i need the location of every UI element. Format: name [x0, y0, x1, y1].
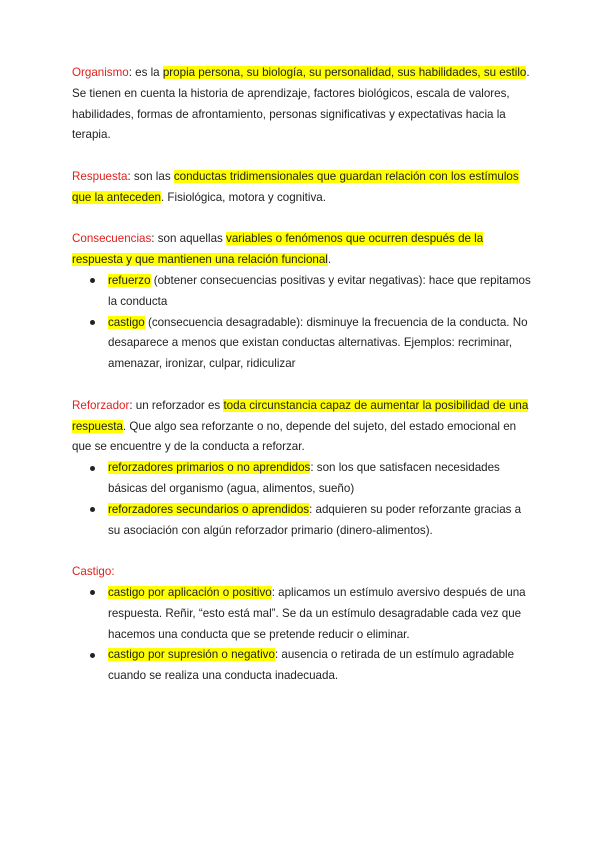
reforzador-highlight: toda circunstancia capaz de aumentar la posibilidad de una respuesta: [72, 398, 529, 433]
list-item: [72, 313, 532, 375]
list-item-text: (obtener consecuencias positivas y evitar negativas): hace que repitamos la conducta: [108, 273, 531, 308]
list-item-highlight: castigo: [108, 315, 145, 329]
list-item: [72, 645, 532, 687]
list-item: [72, 500, 532, 542]
organismo-text: . Se tienen en cuenta la historia de aprendizaje, factores biológicos, escala de valores, habilidades, formas de afrontamiento, personas significativas y expectativas hacia la terapia.: [72, 66, 530, 142]
castigo-list: [72, 583, 532, 687]
list-item-highlight: refuerzo: [108, 273, 151, 287]
reforzador-colon: : un reforzador es: [129, 398, 224, 412]
paragraph-castigo: [72, 562, 532, 583]
list-item-text: : ausencia o retirada de un estímulo agradable cuando se realiza una conducta inadecuada.: [108, 648, 515, 683]
organismo-highlight: propia persona, su biología, su personalidad, sus habilidades, su estilo: [162, 66, 527, 79]
paragraph-organismo: [72, 63, 532, 146]
bullet-dot-icon: [90, 278, 95, 283]
consecuencias-colon: : son aquellas: [151, 232, 227, 246]
castigo-colon: :: [111, 565, 115, 579]
list-item-text: : son los que satisfacen necesidades básicas del organismo (agua, alimentos, sueño): [108, 461, 500, 495]
term-respuesta: Respuesta: [72, 169, 128, 183]
term-consecuencias: Consecuencias: [72, 232, 152, 246]
respuesta-highlight: conductas tridimensionales que guardan relación con los estímulos que la anteceden: [72, 169, 519, 204]
list-item: [72, 271, 532, 313]
list-item-highlight: reforzadores secundarios o aprendidos: [108, 502, 310, 516]
organismo-colon: : es la: [128, 66, 163, 79]
list-item: [72, 583, 532, 645]
bullet-dot-icon: [90, 653, 95, 658]
term-reforzador: Reforzador: [72, 398, 130, 412]
paragraph-consecuencias: [72, 229, 532, 271]
reforzador-text: . Que algo sea reforzante o no, depende del sujeto, del estado emocional en que se encuentre y de la conducta a reforzar.: [72, 419, 517, 454]
consecuencias-list: [72, 271, 532, 375]
list-item-highlight: castigo por aplicación o positivo: [108, 585, 272, 599]
list-item-highlight: reforzadores primarios o no aprendidos: [108, 461, 311, 475]
term-organismo: Organismo: [72, 66, 129, 79]
paragraph-reforzador: [72, 396, 532, 458]
list-item-highlight: castigo por supresión o negativo: [108, 648, 275, 662]
document-page: [72, 63, 532, 708]
respuesta-text: . Fisiológica, motora y cognitiva.: [160, 190, 326, 204]
term-castigo: Castigo: [72, 565, 112, 579]
bullet-dot-icon: [90, 507, 95, 512]
paragraph-respuesta: [72, 167, 532, 209]
consecuencias-text: .: [327, 253, 332, 267]
bullet-dot-icon: [90, 320, 95, 325]
list-item-text: : adquieren su poder reforzante gracias a su asociación con algún reforzador primario (dinero-alimentos).: [108, 502, 522, 537]
bullet-dot-icon: [90, 466, 95, 471]
list-item-text: : aplicamos un estímulo aversivo después de una respuesta. Reñir, “esto está mal”. Se da un estímulo desagradable cada vez que hacemos una conducta que se pretende reducir o eliminar.: [108, 585, 526, 641]
list-item: [72, 458, 532, 500]
reforzador-list: [72, 458, 532, 541]
respuesta-colon: : son las: [127, 169, 174, 183]
consecuencias-highlight: variables o fenómenos que ocurren después de la respuesta y que mantienen una relación funcional: [72, 232, 484, 267]
list-item-text: (consecuencia desagradable): disminuye la frecuencia de la conducta. No desaparece a menos que existan conductas alternativas. Ejemplos: recriminar, amenazar, ironizar, culpar, ridiculizar: [108, 315, 528, 371]
bullet-dot-icon: [90, 590, 95, 595]
